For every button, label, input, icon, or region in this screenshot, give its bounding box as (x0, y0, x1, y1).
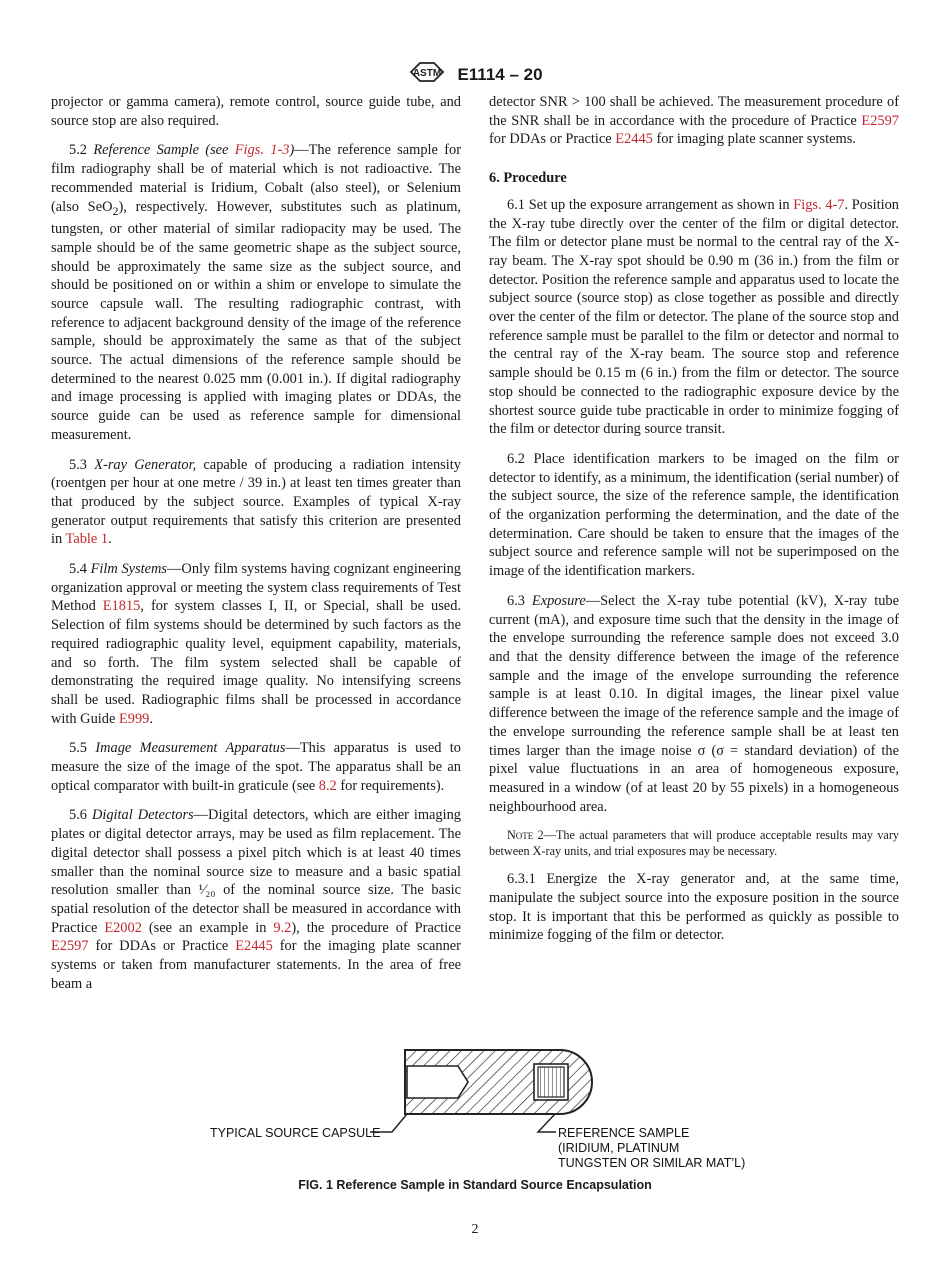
figure-1 (200, 1040, 760, 1176)
page-header (0, 60, 950, 84)
leader-right (538, 1114, 556, 1132)
section-title: Film Systems (90, 561, 168, 578)
section-6-3: 6.3 Exposure—Select the X-ray tube potential (kV), X-ray tube current (mA), and exposure time such that the density in the image of the envelope surrounding the reference sample does not exceed 3.0 and that the density difference between the image of the reference sample and the image of the envelope surrounding the reference sample is at least 0.10. In digital images, the linear pixel value difference between the image of the reference sample and the image of the envelope surrounding the reference sample shall be at least ten times larger than the image noise σ (σ = standard deviation) of the pixel value fluctuations in an area of homogeneous exposure, measured in a window (of at least 20 by 55 pixels) in a homogeneous neighbourhood area. (489, 592, 899, 815)
link-e1815[interactable]: E1815 (102, 598, 141, 615)
left-column (51, 93, 461, 1005)
paragraph-continuation: detector SNR > 100 shall be achieved. The measurement procedure of the SNR shall be in accordance with the procedure of Practice E2597 for DDAs or Practice E2445 for imaging plate scanner systems. (489, 94, 899, 148)
link-e2597[interactable]: E2597 (861, 112, 899, 129)
section-number: 5.2 (69, 142, 87, 159)
section-5-2: 5.2 Reference Sample (see Figs. 1-3)—The reference sample for film radiography shall be of material which is not radioactive. The recommended material is Iridium, Cobalt (also steel), or Selenium (also SeO$_2$), respectively. However, substitutes such as platinum, tungsten, or other material of similar radiopacity may be used. The sample should be of the same geometric shape as the subject source, should be approximately the same size as the subject source, and should be positioned on or within a shim or envelope to simulate the source capsule wall. The resulting radiographic contrast, with reference to adjacent background density of the image of the reference sample, should be approximately the same as that of the subject source. The actual dimensions of the reference sample should be determined to the nearest 0.025 mm (0.001 in.). If digital radiography and image processing is applied with imaging plates or DDAs, the source guide can be used as reference sample for dimensional measurement. (51, 142, 461, 443)
figure-caption: FIG. 1 Reference Sample in Standard Source Encapsulation (298, 1178, 652, 1192)
astm-logo-icon (407, 60, 447, 89)
section-title: Reference Sample (see Figs. 1-3) (93, 142, 295, 159)
note-2: Note 2—The actual parameters that will produce acceptable results may vary between X-ray units, and trial exposures may be necessary. (489, 828, 899, 859)
link-figs-4-7[interactable]: Figs. 4-7 (793, 196, 845, 213)
section-6-1: 6.1 Set up the exposure arrangement as shown in Figs. 4-7. Position the X-ray tube directly over the center of the film or digital detector. The film or detector plane must be normal to the central ray of the X-ray beam. The X-ray spot should be 0.90 m (36 in.) from the film or detector. Position the reference sample and apparatus used to locate the subject source (source stop) as close together as possible and directly over the center of the film or detector. The plane of the source stop and reference sample must be parallel to the film or detector and normal to the central ray of the X-ray beam. The source stop and reference sample should be 0.15 m (6 in.) from the film or detector. The source stop should be connected to the radiographic exposure device by the shortest source guide tube practicable in order to minimize fogging of the film or detector during source transit. (489, 196, 899, 438)
section-title: Image Measurement Apparatus (95, 740, 286, 757)
right-column (489, 93, 899, 956)
reference-sample-shape (538, 1067, 564, 1097)
link-9-2[interactable]: 9.2 (273, 919, 292, 936)
label-reference-sample: REFERENCE SAMPLE (IRIDIUM, PLATINUM TUNGSTEN OR SIMILAR MAT’L) (558, 1126, 746, 1170)
link-8-2[interactable]: 8.2 (318, 777, 337, 794)
section-5-3: 5.3 X-ray Generator, capable of producing a radiation intensity (roentgen per hour at one metre / 39 in.) at least ten times greater than that produced by the subject source. Examples of typical X-ray generator output requirements that satisfy this criterion are presented in Table 1. (51, 456, 461, 548)
section-5-6: 5.6 Digital Detectors—Digital detectors, which are either imaging plates or digital detector arrays, may be used as film replacement. The digital detector shall possess a pixel pitch which is at least 40 times smaller than the nominal source size to measure and a basic spatial resolution smaller than ¹⁄₂₀ of the nominal source size. The basic spatial resolution of the detector shall be measured in accordance with Practice E2002 (see an example in 9.2), the procedure of Practice E2597 for DDAs or Practice E2445 for the imaging plate scanner systems or taken from manufacturer statements. In the area of free beam a (51, 807, 462, 992)
link-e999[interactable]: E999 (118, 710, 150, 727)
link-e2445[interactable]: E2445 (235, 938, 273, 955)
link-e2002[interactable]: E2002 (104, 919, 142, 936)
section-text: —The reference sample for film radiography shall be of material which is not radioactive. The recommended material is Iridium, Cobalt (also steel), or Selenium (also SeO (51, 142, 461, 215)
capsule-bore (407, 1066, 468, 1098)
section-heading-procedure: 6. Procedure (489, 170, 567, 187)
link-table-1[interactable]: Table 1 (65, 531, 109, 548)
label-source-capsule: TYPICAL SOURCE CAPSULE (210, 1126, 381, 1140)
section-title: Digital Detectors (91, 807, 194, 824)
link-figs-1-3[interactable]: Figs. 1-3 (234, 142, 290, 159)
document-code: E1114 – 20 (457, 64, 543, 84)
page-number: 2 (471, 1222, 479, 1237)
link-e2597[interactable]: E2597 (51, 938, 89, 955)
section-6-2: 6.2 Place identification markers to be imaged on the film or detector to identify, as a minimum, the identification (serial number) of the subject source, the size of the reference sample, the identification of the organization performing the determination, and the date of the determination. Care should be taken to ensure that the images of the subject source and reference sample will not be superimposed on the image of the identification markers. (489, 450, 899, 580)
note-label: Note 2 (507, 828, 544, 843)
paragraph-continuation: projector or gamma camera), remote control, source guide tube, and source stop are also required. (51, 94, 461, 129)
section-5-4: 5.4 Film Systems—Only film systems having cognizant engineering organization approval or meeting the system class requirements of Test Method E1815, for system classes I, II, or Special, shall be used. Selection of film systems should be determined by such factors as the required radiographic quality level, equipment capability, materials, and so forth. The film system selected shall be capable of demonstrating the required image quality. No intensifying screens shall be used. Radiographic films shall be processed in accordance with Guide E999. (51, 561, 461, 727)
link-e2445[interactable]: E2445 (615, 131, 653, 148)
section-6-3-1: 6.3.1 Energize the X-ray generator and, at the same time, manipulate the subject source into the exposure position in the source stop. It is important that this be performed as quickly as possible to minimize fogging of the film or detector. (489, 871, 899, 944)
section-title: Exposure (531, 592, 586, 609)
section-5-5: 5.5 Image Measurement Apparatus—This apparatus is used to measure the size of the image of the spot. The apparatus shall be an optical comparator with built-in graticule (see 8.2 for requirements). (51, 740, 461, 794)
section-title: X-ray Generator, (94, 456, 197, 473)
astm-logo-text: ASTM (413, 68, 442, 79)
